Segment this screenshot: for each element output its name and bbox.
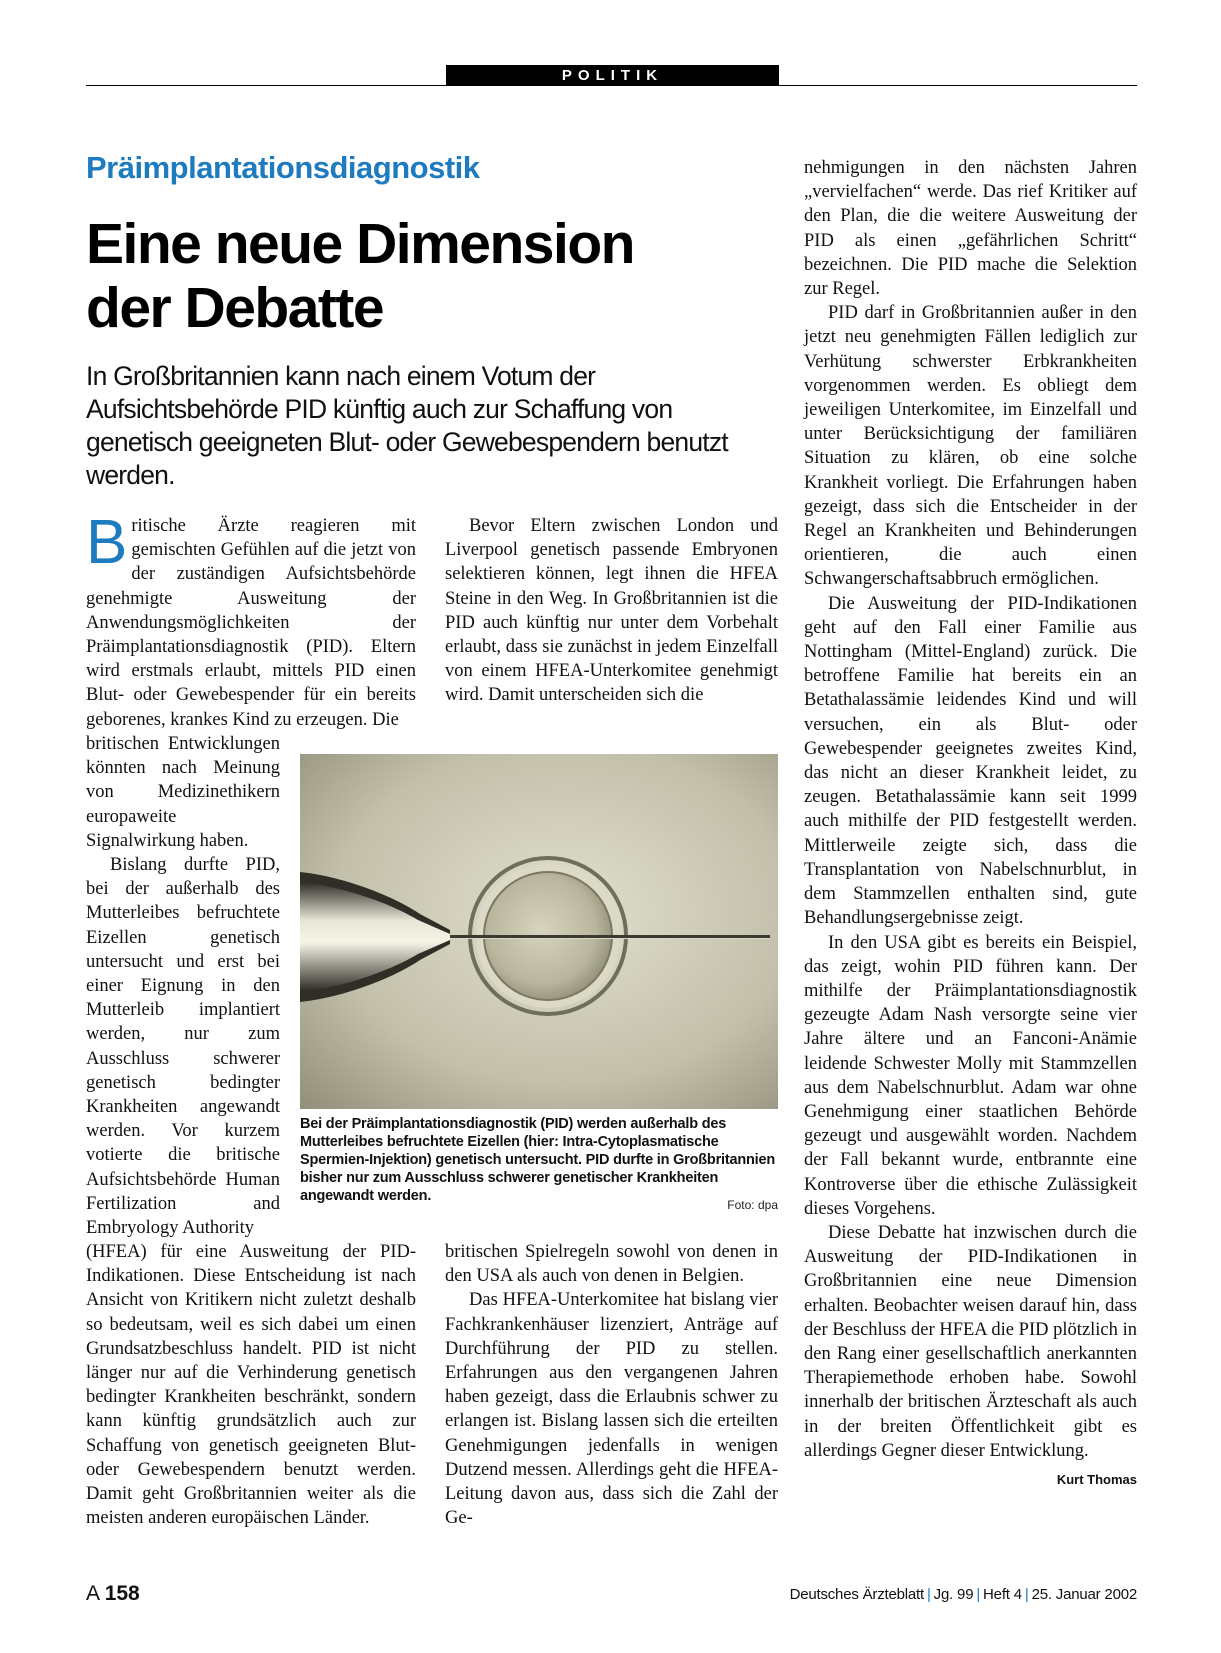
journal-name: Deutsches Ärzteblatt (789, 1586, 924, 1603)
egg-cell-photo (300, 754, 778, 1109)
paragraph: Das HFEA-Unterkomitee hat bislang vier Fachkrankenhäuser lizenziert, Anträge auf Durchführung der PID zu stellen. Erfahrungen aus den vergangenen Jahren haben gezeigt, dass die Erlaubnis schwer zu erlangen ist. Bislang lassen sich die erteilten Genehmigungen jedenfalls in wenigen Dutzend messen. Allerdings geht die HFEA-Leitung davon aus, dass sich die Zahl der Ge- (445, 1290, 778, 1529)
journal-info: Deutsches Ärzteblatt | Jg. 99 | Heft 4 | 25. Januar 2002 (789, 1586, 1137, 1603)
paragraph: britischen Spielregeln sowohl von denen in den USA als auch von denen in Belgien. (445, 1242, 778, 1287)
header-rule (86, 85, 1137, 86)
section-label: POLITIK (446, 65, 779, 86)
drop-cap: B (86, 508, 128, 577)
paragraph: britischen Entwicklungen könnten nach Meinung von Medizinethikern europaweite Signalwirkung haben. (86, 734, 280, 851)
journal-volume: Jg. 99 (933, 1586, 974, 1603)
paragraph: In den USA gibt es bereits ein Beispiel, das zeigt, wohin PID führen kann. Der mithilfe der Präimplantationsdiagnostik gezeugte Adam Nash versorgte seine vier Jahre ältere und an Fanconi-Anämie leidende Schwester Molly mit Stammzellen aus dem Nabelschnurblut. Adam war ohne Genehmigung einer staatlichen Behörde gezeugt und ausgewählt worden. Nachdem der Fall bekannt wurde, entbrannte eine Kontroverse über die ethische Zulässigkeit dieses Vorgehens. (804, 932, 1137, 1219)
article-headline: Eine neue Dimension der Debatte (86, 212, 634, 340)
journal-date: 25. Januar 2002 (1031, 1586, 1137, 1603)
paragraph: PID darf in Großbritannien außer in den jetzt neu genehmigten Fällen lediglich zur Verhütung schwerster Erbkrankheiten vorgenommen werden. Es obliegt dem jeweiligen Unterkomitee, im Einzelfall und unter Berücksichtigung der familiären Situation zu klären, ob eine solche Krankheit vorliegt. Die Erfahrungen haben gezeigt, dass sich die Entscheider in der Regel an Krankheiten und Behinderungen orientieren, die auch einen Schwangerschaftsabbruch ermöglichen. (804, 303, 1137, 590)
article-kicker: Präimplantationsdiagnostik (86, 150, 480, 185)
paragraph: (HFEA) für eine Ausweitung der PID-Indikationen. Diese Entscheidung ist nach Ansicht von Kritikern nicht zuletzt deshalb so bedeutsam, weil es sich dabei um einen Grundsatzbeschluss handelt. PID ist nicht länger nur auf die Verhinderung genetisch bedingter Krankheiten beschränkt, sondern kann künftig grundsätzlich auch zur Schaffung von genetisch geeigneten Blut- oder Gewebespendern benutzt werden. Damit geht Großbritannien weiter als die meisten anderen europäischen Länder. (86, 1242, 416, 1529)
article-lead: In Großbritannien kann nach einem Votum der Aufsichtsbehörde PID künftig auch zur Schaffung von genetisch geeigneten Blut- oder Gewebespendern benutzt werden. (86, 361, 728, 490)
column-1-bottom (86, 1240, 416, 1530)
column-2-bottom (445, 1240, 778, 1530)
paragraph: Bevor Eltern zwischen London und Liverpool genetisch passende Embryonen selektieren können, legt ihnen die HFEA Steine in den Weg. In Großbritannien ist die PID auch künftig nur unter dem Vorbehalt erlaubt, dass sie zunächst in jedem Einzelfall von einem HFEA-Unterkomitee genehmigt wird. Damit unterscheiden sich die (445, 516, 778, 706)
column-2-top (445, 514, 778, 708)
paragraph: Die Ausweitung der PID-Indikationen geht auf den Fall einer Familie aus Nottingham (Mittel-England) zurück. Die betroffene Familie hat bereits ein an Betathalassämie leidendes Kind und will versuchen, ein als Blut- oder Gewebespender geeignetes zweites Kind, das nicht an dieser Krankheit leidet, zu zeugen. Betathalassämie kann seit 1999 auch mithilfe der PID festgestellt werden. Mittlerweile zeigte sich, dass die Transplantation von Nabelschnurblut, in dem Stammzellen enthalten sind, gute Behandlungsergebnisse zeigt. (804, 593, 1137, 929)
column-1-top (86, 508, 416, 732)
paragraph: Bislang durfte PID, bei der außerhalb des Mutterleibes befruchtete Eizellen genetisch untersucht und erst bei einer Eignung in den Mutterleib implantiert werden, nur zum Ausschluss schwerer genetisch bedingter Krankheiten angewandt werden. Vor kurzem votierte die britische Aufsichtsbehörde Human Fertilization and Embryology Authority (86, 855, 280, 1239)
paragraph: Diese Debatte hat inzwischen durch die Ausweitung der PID-Indikationen in Großbritannien eine neue Dimension erhalten. Beobachter weisen darauf hin, dass der Beschluss der HFEA die PID plötzlich in den Rang einer gesellschaftlich anerkannten Therapiemethode erhoben habe. Sowohl innerhalb der britischen Ärzteschaft als auch in der breiten Öffentlichkeit gibt es allerdings Gegner dieser Entwicklung. Kurt Thomas (804, 1221, 1137, 1463)
paragraph: nehmigungen in den nächsten Jahren „vervielfachen“ werde. Das rief Kritiker auf den Plan, die die weitere Ausweitung der PID als einen „gefährlichen Schritt“ bezeichnen. Die PID mache die Selektion zur Regel. (804, 158, 1137, 300)
paragraph: Britische Ärzte reagieren mit gemischten Gefühlen auf die jetzt von der zuständigen Aufsichtsbehörde genehmigte Ausweitung der Anwendungsmöglichkeiten der Präimplantationsdiagnostik (PID). Eltern wird erstmals erlaubt, mittels PID einen Blut- oder Gewebespender für ein bereits geborenes, krankes Kind zu erzeugen. Die (86, 508, 416, 730)
page-number: A 158 (86, 1582, 140, 1605)
author-name: Kurt Thomas (1056, 1471, 1137, 1487)
journal-issue: Heft 4 (983, 1586, 1022, 1603)
column-3 (804, 156, 1137, 1492)
column-1-narrow (86, 732, 280, 1240)
figure-photo (300, 754, 778, 1109)
photo-credit: Foto: dpa (727, 1198, 778, 1212)
figure-caption: Bei der Präimplantationsdiagnostik (PID) werden außerhalb des Mutterleibes befruchtete Eizellen (hier: Intra-Cytoplasmatische Spermien-Injektion) genetisch untersucht. PID durfte in Großbritannien bisher nur zum Ausschluss schwerer genetischer Krankheiten angewandt werden. (300, 1116, 776, 1204)
